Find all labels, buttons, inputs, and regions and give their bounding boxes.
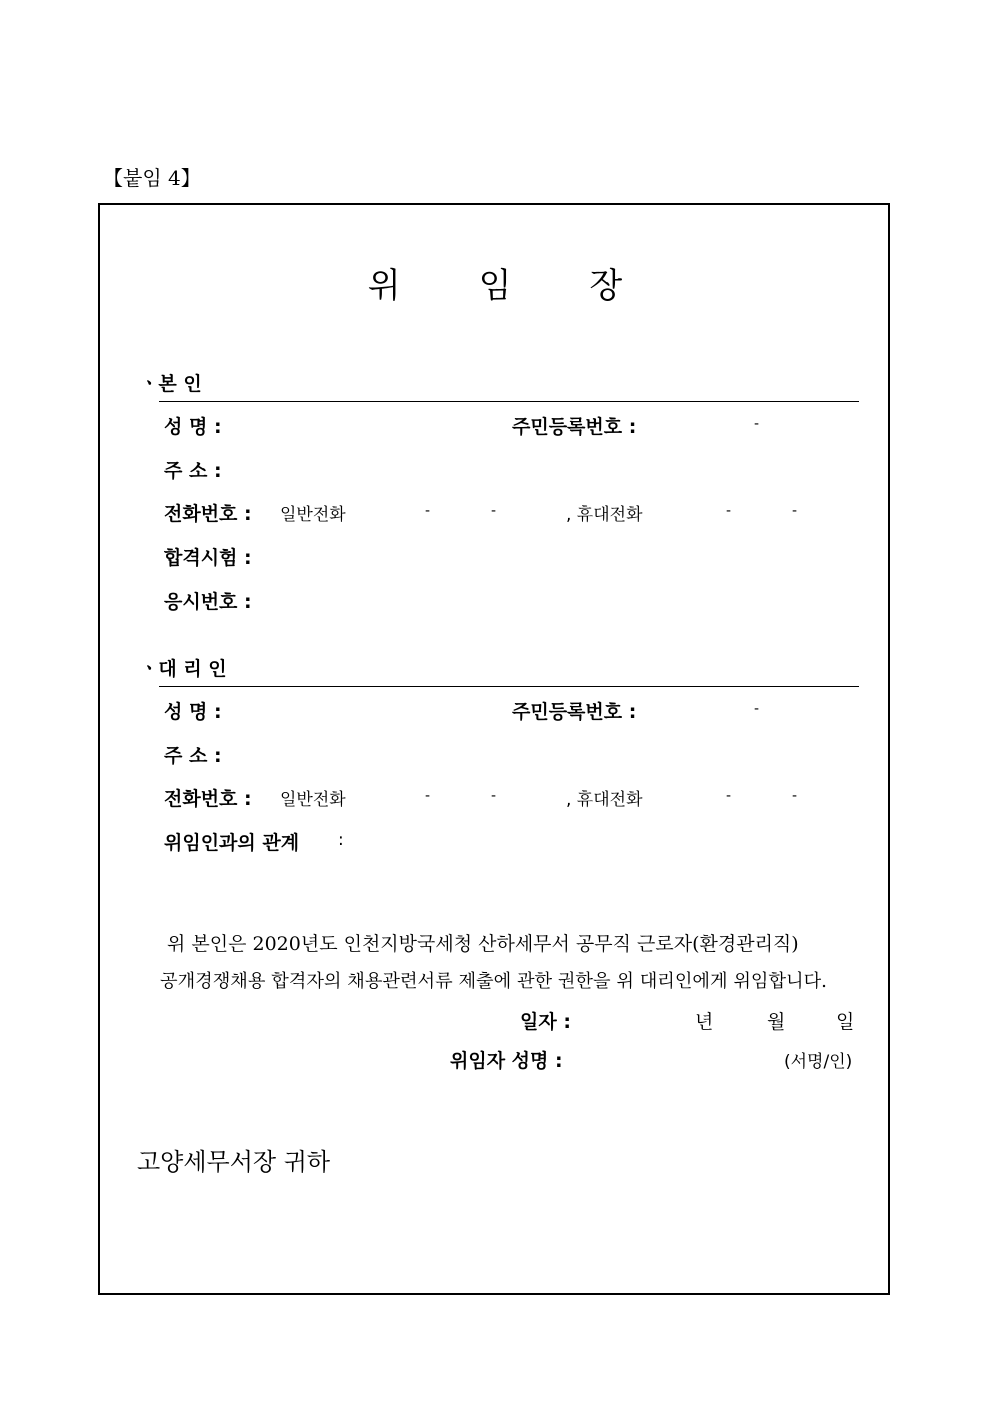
agent-phone-label: 전화번호 : <box>164 788 252 810</box>
title-char-1: 위 <box>367 266 403 306</box>
signature-hint: (서명/인) <box>784 1052 853 1072</box>
principal-landline-dash-2: - <box>491 503 497 519</box>
date-month: 월 <box>767 1011 786 1033</box>
addressee: 고양세무서장 귀하 <box>137 1148 331 1176</box>
principal-landline-label: 일반전화 <box>280 505 346 525</box>
agent-rule <box>159 686 859 687</box>
agent-rrn-dash: - <box>754 701 760 717</box>
principal-address-label: 주 소 : <box>164 460 222 482</box>
statement-line-1: 위 본인은 2020년도 인천지방국세청 산하세무서 공무직 근로자(환경관리직) <box>167 933 799 955</box>
date-day: 일 <box>836 1011 855 1033</box>
statement-line-2: 공개경쟁채용 합격자의 채용관련서류 제출에 관한 권한을 위 대리인에게 위임합니다. <box>160 971 827 992</box>
principal-landline-dash-1: - <box>425 503 431 519</box>
agent-mobile-dash-1: - <box>726 788 732 804</box>
title-char-3: 장 <box>589 266 625 306</box>
attachment-label: 【붙임 4】 <box>103 166 201 190</box>
document-title <box>0 258 992 307</box>
agent-mobile-label: , 휴대전화 <box>566 790 643 810</box>
title-char-2: 임 <box>478 266 514 306</box>
signature-label: 위임자 성명 : <box>450 1050 563 1072</box>
principal-rrn-dash: - <box>754 416 760 432</box>
agent-heading: ㆍ대 리 인 <box>140 658 227 680</box>
principal-name-label: 성 명 : <box>164 416 222 438</box>
principal-rrn-label: 주민등록번호 : <box>512 416 637 438</box>
date-label: 일자 : <box>520 1011 571 1033</box>
agent-mobile-dash-2: - <box>792 788 798 804</box>
agent-address-label: 주 소 : <box>164 745 222 767</box>
agent-landline-dash-1: - <box>425 788 431 804</box>
agent-landline-label: 일반전화 <box>280 790 346 810</box>
principal-exam-label: 합격시험 : <box>164 547 252 569</box>
date-year: 년 <box>695 1011 714 1033</box>
principal-heading: ㆍ본 인 <box>140 373 202 395</box>
principal-mobile-dash-2: - <box>792 503 798 519</box>
agent-relation-colon: : <box>338 830 344 850</box>
agent-rrn-label: 주민등록번호 : <box>512 701 637 723</box>
principal-exam-no-label: 응시번호 : <box>164 591 252 613</box>
agent-name-label: 성 명 : <box>164 701 222 723</box>
principal-mobile-label: , 휴대전화 <box>566 505 643 525</box>
principal-rule <box>159 401 859 402</box>
agent-relation-label: 위임인과의 관계 <box>164 832 300 854</box>
agent-landline-dash-2: - <box>491 788 497 804</box>
principal-phone-label: 전화번호 : <box>164 503 252 525</box>
principal-mobile-dash-1: - <box>726 503 732 519</box>
